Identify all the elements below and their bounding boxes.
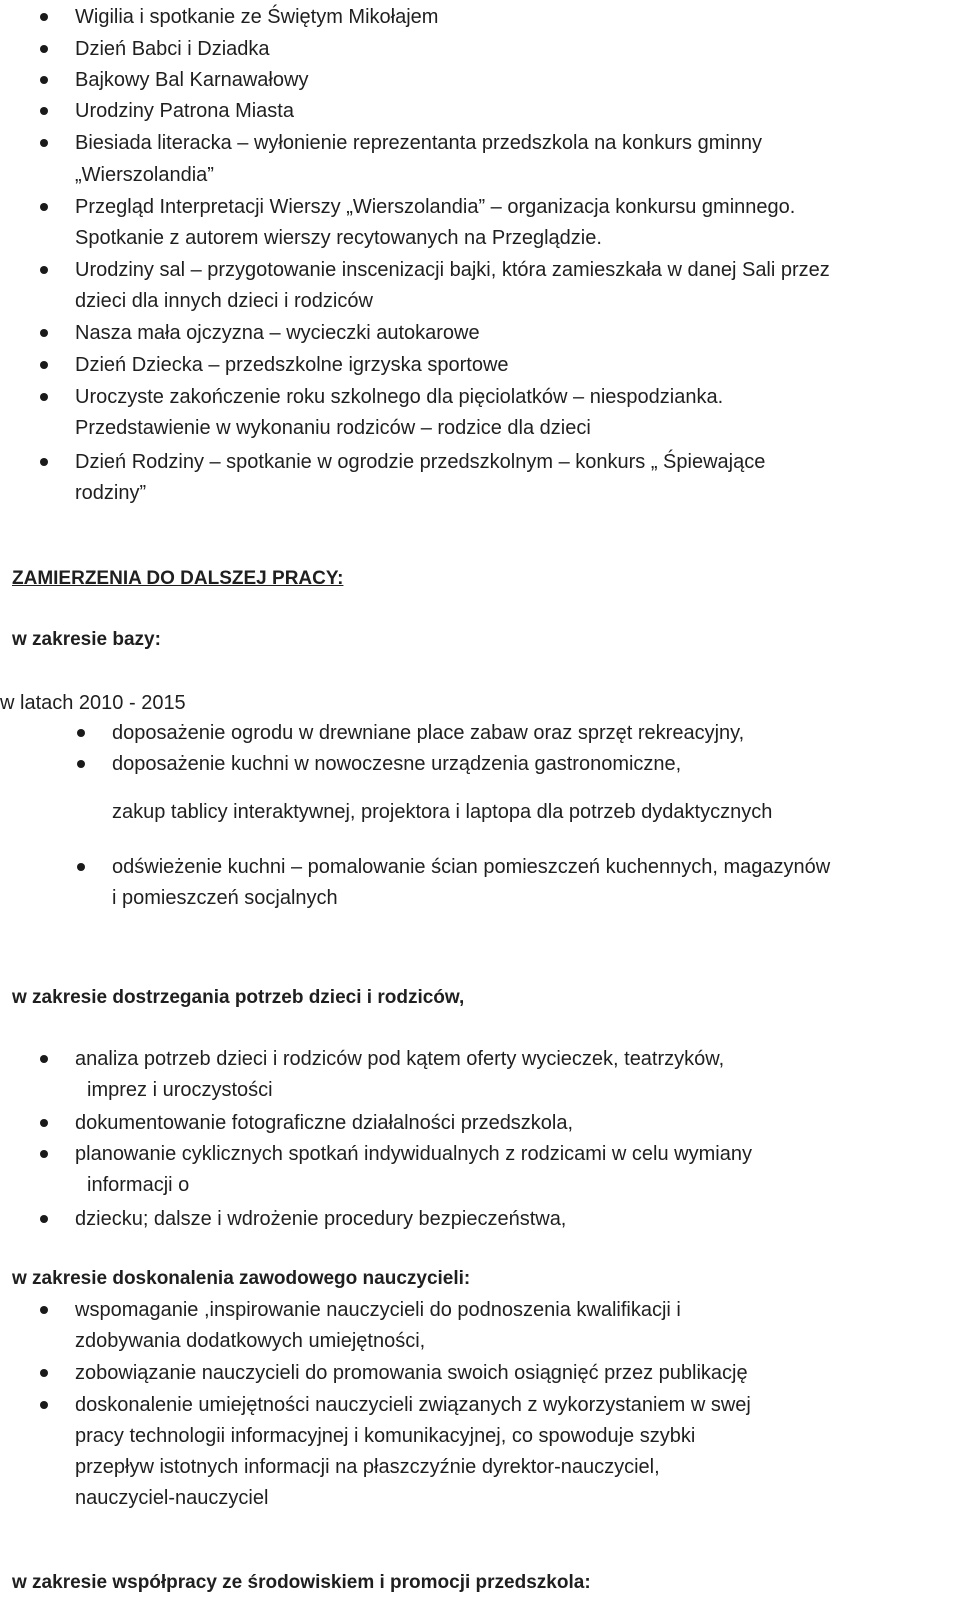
list-item: Dzień Dziecka – przedszkolne igrzyska sportowe [75, 354, 509, 376]
bullet-icon [40, 1150, 48, 1158]
bullet-icon [40, 139, 48, 147]
bullet-icon [40, 203, 48, 211]
list-item: wspomaganie ,inspirowanie nauczycieli do podnoszenia kwalifikacji i [75, 1299, 681, 1321]
list-item-continuation: informacji o [87, 1174, 190, 1196]
list-item: doposażenie kuchni w nowoczesne urządzenia gastronomiczne, [112, 753, 682, 775]
list-item: doskonalenie umiejętności nauczycieli związanych z wykorzystaniem w swej [75, 1394, 751, 1416]
list-item-continuation: rodziny” [75, 482, 147, 504]
list-item-continuation: „Wierszolandia” [75, 164, 214, 186]
list-item: odświeżenie kuchni – pomalowanie ścian pomieszczeń kuchennych, magazynów [112, 856, 831, 878]
list-item-continuation: i pomieszczeń socjalnych [112, 887, 338, 909]
bullet-icon [40, 1055, 48, 1063]
list-item-continuation: imprez i uroczystości [87, 1079, 273, 1101]
bullet-icon [40, 1401, 48, 1409]
list-item-continuation: pracy technologii informacyjnej i komunikacyjnej, co spowoduje szybki [75, 1425, 696, 1447]
bullet-icon [40, 329, 48, 337]
list-item: Dzień Babci i Dziadka [75, 38, 270, 60]
list-item: Uroczyste zakończenie roku szkolnego dla pięciolatków – niespodzianka. [75, 386, 724, 408]
list-item: Urodziny Patrona Miasta [75, 100, 294, 122]
bullet-icon [77, 729, 85, 737]
list-item-continuation: dzieci dla innych dzieci i rodziców [75, 290, 373, 312]
subsection-heading: w zakresie dostrzegania potrzeb dzieci i rodziców, [12, 987, 465, 1008]
list-item: Urodziny sal – przygotowanie inscenizacji bajki, która zamieszkała w danej Sali przez [75, 259, 830, 281]
list-item-plain: zakup tablicy interaktywnej, projektora i laptopa dla potrzeb dydaktycznych [112, 801, 773, 823]
bullet-icon [40, 1119, 48, 1127]
bullet-icon [40, 1369, 48, 1377]
bullet-icon [40, 1306, 48, 1314]
bullet-icon [40, 361, 48, 369]
bullet-icon [77, 760, 85, 768]
bullet-icon [40, 458, 48, 466]
bullet-icon [40, 1215, 48, 1223]
list-item-continuation: przepływ istotnych informacji na płaszczyźnie dyrektor-nauczyciel, [75, 1456, 660, 1478]
list-item: Bajkowy Bal Karnawałowy [75, 69, 309, 91]
list-item: dziecku; dalsze i wdrożenie procedury bezpieczeństwa, [75, 1208, 567, 1230]
bullet-icon [40, 13, 48, 21]
list-item: Przegląd Interpretacji Wierszy „Wierszolandia” – organizacja konkursu gminnego. [75, 196, 796, 218]
bullet-icon [40, 107, 48, 115]
period-label: w latach 2010 - 2015 [0, 692, 186, 714]
list-item: planowanie cyklicznych spotkań indywidualnych z rodzicami w celu wymiany [75, 1143, 752, 1165]
bullet-icon [40, 45, 48, 53]
list-item: zobowiązanie nauczycieli do promowania swoich osiągnięć przez publikację [75, 1362, 748, 1384]
list-item: dokumentowanie fotograficzne działalności przedszkola, [75, 1112, 574, 1134]
list-item: Wigilia i spotkanie ze Świętym Mikołajem [75, 6, 439, 28]
list-item: Nasza mała ojczyzna – wycieczki autokarowe [75, 322, 480, 344]
subsection-heading: w zakresie doskonalenia zawodowego nauczycieli: [12, 1268, 471, 1289]
bullet-icon [40, 76, 48, 84]
list-item-continuation: zdobywania dodatkowych umiejętności, [75, 1330, 426, 1352]
list-item: Dzień Rodziny – spotkanie w ogrodzie przedszkolnym – konkurs „ Śpiewające [75, 451, 766, 473]
bullet-icon [40, 393, 48, 401]
bullet-icon [40, 266, 48, 274]
list-item-continuation: nauczyciel-nauczyciel [75, 1487, 269, 1509]
bullet-icon [77, 863, 85, 871]
list-item: Biesiada literacka – wyłonienie reprezentanta przedszkola na konkurs gminny [75, 132, 763, 154]
list-item-continuation: Przedstawienie w wykonaniu rodziców – rodzice dla dzieci [75, 417, 591, 439]
subsection-heading: w zakresie współpracy ze środowiskiem i promocji przedszkola: [12, 1572, 591, 1593]
subsection-heading: w zakresie bazy: [12, 629, 161, 650]
list-item-continuation: Spotkanie z autorem wierszy recytowanych na Przeglądzie. [75, 227, 602, 249]
section-heading: ZAMIERZENIA DO DALSZEJ PRACY: [12, 568, 344, 589]
list-item: analiza potrzeb dzieci i rodziców pod kątem oferty wycieczek, teatrzyków, [75, 1048, 725, 1070]
list-item: doposażenie ogrodu w drewniane place zabaw oraz sprzęt rekreacyjny, [112, 722, 745, 744]
